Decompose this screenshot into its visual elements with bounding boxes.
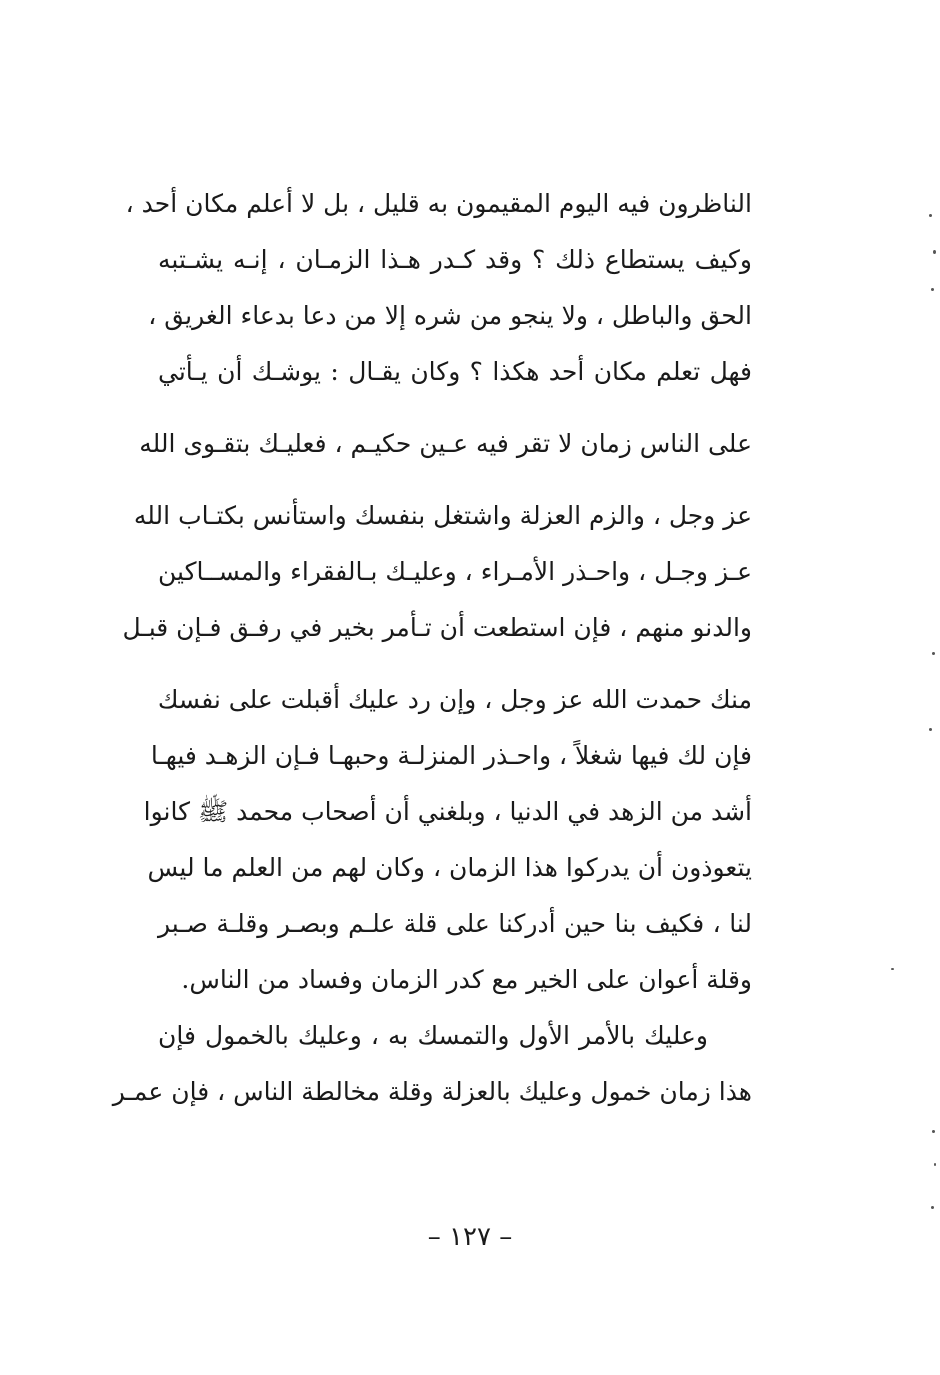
- body-text: [112, 176, 752, 1120]
- text-line-3: الحق والباطل ، ولا ينجو من شره إلا من دعا بدعاء الغريق ،: [148, 301, 752, 330]
- scan-speck: [929, 214, 932, 217]
- text-line-16: هذا زمان خمول وعليك بالعزلة وقلة مخالطة الناس ، فإن عمـر: [112, 1077, 752, 1106]
- text-line-5: على الناس زمان لا تقر فيه عـين حكيـم ، فعليـك بتقـوى الله: [139, 429, 752, 458]
- scan-speck: [932, 1130, 935, 1133]
- text-line-14: وقلة أعوان على الخير مع كدر الزمان وفساد من الناس.: [181, 965, 752, 994]
- scan-speck: [931, 288, 934, 291]
- text-line-8: والدنو منهم ، فإن استطعت أن تـأمر بخير في رفـق فـإن قبـل: [122, 613, 752, 642]
- scan-speck: [932, 652, 935, 655]
- text-line-12: يتعوذون أن يدركوا هذا الزمان ، وكان لهم من العلم ما ليس: [147, 853, 752, 882]
- text-line-1: الناظرون فيه اليوم المقيمون به قليل ، بل لا أعلم مكان أحد ،: [125, 189, 752, 218]
- text-line-11: أشد من الزهد في الدنيا ، وبلغني أن أصحاب محمد ﷺ كانوا: [143, 797, 752, 826]
- text-line-9: منك حمدت الله عز وجل ، وإن رد عليك أقبلت على نفسك: [157, 685, 752, 714]
- text-line-4: فهل تعلم مكان أحد هكذا ؟ وكان يقـال : يوشـك أن يـأتي: [158, 357, 752, 386]
- text-line-6: عز وجل ، والزم العزلة واشتغل بنفسك واستأنس بكتـاب الله: [133, 501, 752, 530]
- scan-speck: [929, 728, 932, 731]
- page-number: – ١٢٧ –: [427, 1222, 513, 1252]
- scan-speck: [933, 250, 936, 254]
- text-line-13: لنا ، فكيف بنا حين أدركنا على قلة علـم وبصـر وقلـة صـبر: [158, 909, 752, 938]
- text-line-7: عـز وجـل ، واحـذر الأمـراء ، وعليـك بـالفقراء والمســاكين: [158, 557, 752, 586]
- text-line-10: فإن لك فيها شغلاً ، واحـذر المنزلـة وحبهـا فـإن الزهـد فيهـا: [150, 741, 752, 770]
- text-line-2: وكيف يستطاع ذلك ؟ وقد كـدر هـذا الزمـان ، إنـه يشـتبه: [158, 245, 752, 274]
- scan-speck: [891, 968, 894, 970]
- scan-speck: [931, 1206, 934, 1209]
- text-line-15: وعليك بالأمر الأول والتمسك به ، وعليك بالخمول فإن: [158, 1021, 708, 1050]
- scan-speck: [934, 1163, 936, 1166]
